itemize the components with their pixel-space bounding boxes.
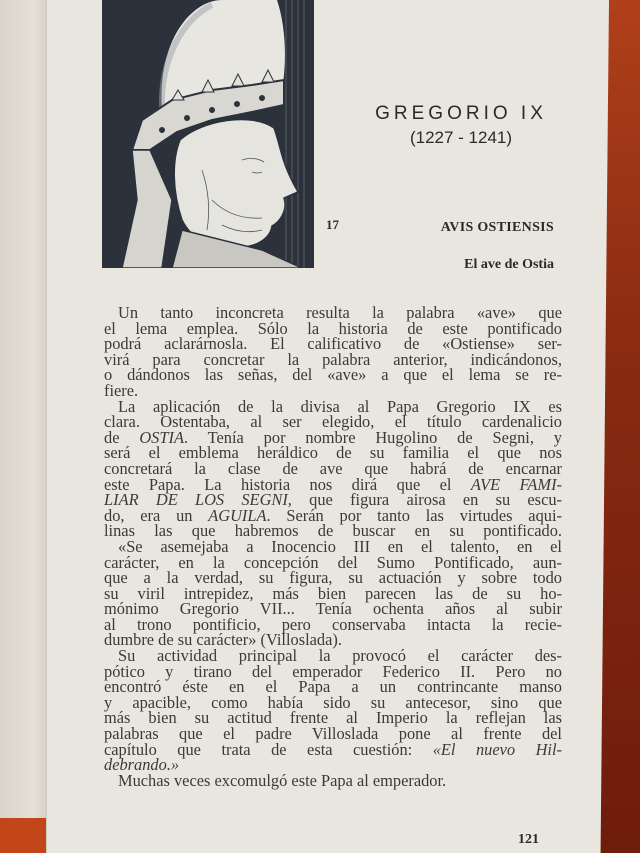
text-line: concretará la clase de ave que habrá de encarnar <box>104 458 562 478</box>
text-line: el lema emplea. Sólo la historia de este pontificado <box>104 318 562 338</box>
text-line: Un tanto inconcreta resulta la palabra «ave» que <box>118 303 562 322</box>
text-line: LIAR DE LOS SEGNI, que figura airosa en su escu- <box>104 490 562 510</box>
pontificate-years: (1227 - 1241) <box>409 128 513 147</box>
text-line: capítulo que trata de esta cuestión: «El nuevo Hil- <box>104 739 562 759</box>
italic-emphasis: OSTIA <box>139 427 184 447</box>
body-text <box>104 305 562 788</box>
book-cover-corner <box>0 818 48 853</box>
pope-portrait-image <box>102 0 314 268</box>
page-number: 121 <box>518 832 539 847</box>
text-line: clara. Ostentaba, al ser elegido, el título cardenalicio <box>104 412 562 432</box>
left-page-edge <box>0 0 48 818</box>
text-line: «Se asemejaba a Inocencio III en el talento, en el <box>118 536 562 556</box>
motto-translation: El ave de Ostia <box>464 257 554 272</box>
text-line: y apacible, como había sido su antecesor, sino que <box>104 692 562 712</box>
text-line: virá para concretar la palabra anterior, indicándonos, <box>104 349 562 369</box>
pope-name-heading: GREGORIO IX <box>375 103 547 124</box>
text-line: su viril intrepidez, más bien parecen las de su ho- <box>104 583 562 603</box>
text-line: dumbre de su carácter» (Villoslada). <box>104 630 342 650</box>
motto-number: 17 <box>326 217 339 232</box>
italic-emphasis: AGUILA <box>208 505 267 525</box>
text-line: pótico y tirano del emperador Federico II. Pero no <box>104 661 562 681</box>
text-line: este Papa. La historia nos dirá que el AVE FAMI- <box>104 474 562 494</box>
text-line: podrá aclarárnosla. El calificativo de «Ostiense» ser- <box>104 334 562 354</box>
text-line: carácter, en la concepción del Sumo Pontificado, aun- <box>104 552 562 572</box>
text-line: fiere. <box>104 380 139 400</box>
text-line: mónimo Gregorio VII... Tenía ochenta años al subir <box>104 599 562 619</box>
italic-emphasis: AVE FAMI- <box>470 474 562 494</box>
text-line: Su actividad principal la provocó el carácter des- <box>118 646 562 666</box>
text-line: al trono pontificio, pero conservaba intacta la recie- <box>104 614 562 634</box>
text-line: palabras que el padre Villoslada pone al frente del <box>104 724 562 744</box>
text-line: más bien su actitud frente al Imperio la reflejan las <box>104 708 562 728</box>
text-line: que a la verdad, su figura, su actuación y sobre todo <box>104 568 562 588</box>
text-line: encontró éste en el Papa a un contrincante manso <box>104 677 562 697</box>
text-line: linas las que habremos de buscar en su pontificado. <box>104 521 562 541</box>
motto-latin: AVIS OSTIENSIS <box>440 220 554 235</box>
text-line: Muchas veces excomulgó este Papa al emperador. <box>118 770 447 790</box>
text-line: La aplicación de la divisa al Papa Gregorio IX es <box>118 396 562 416</box>
text-line: de OSTIA. Tenía por nombre Hugolino de Segni, y <box>104 427 562 447</box>
text-line: do, era un AGUILA. Serán por tanto las virtudes aqui- <box>104 505 562 525</box>
italic-emphasis: LIAR DE LOS SEGNI <box>104 490 288 510</box>
italic-emphasis: debrando.» <box>104 755 180 775</box>
text-line: será el emblema heráldico de su familia el que nos <box>104 443 562 463</box>
text-line: o dándonos las señas, del «ave» a que el lema se re- <box>104 365 562 385</box>
italic-emphasis: «El nuevo Hil- <box>432 739 562 759</box>
